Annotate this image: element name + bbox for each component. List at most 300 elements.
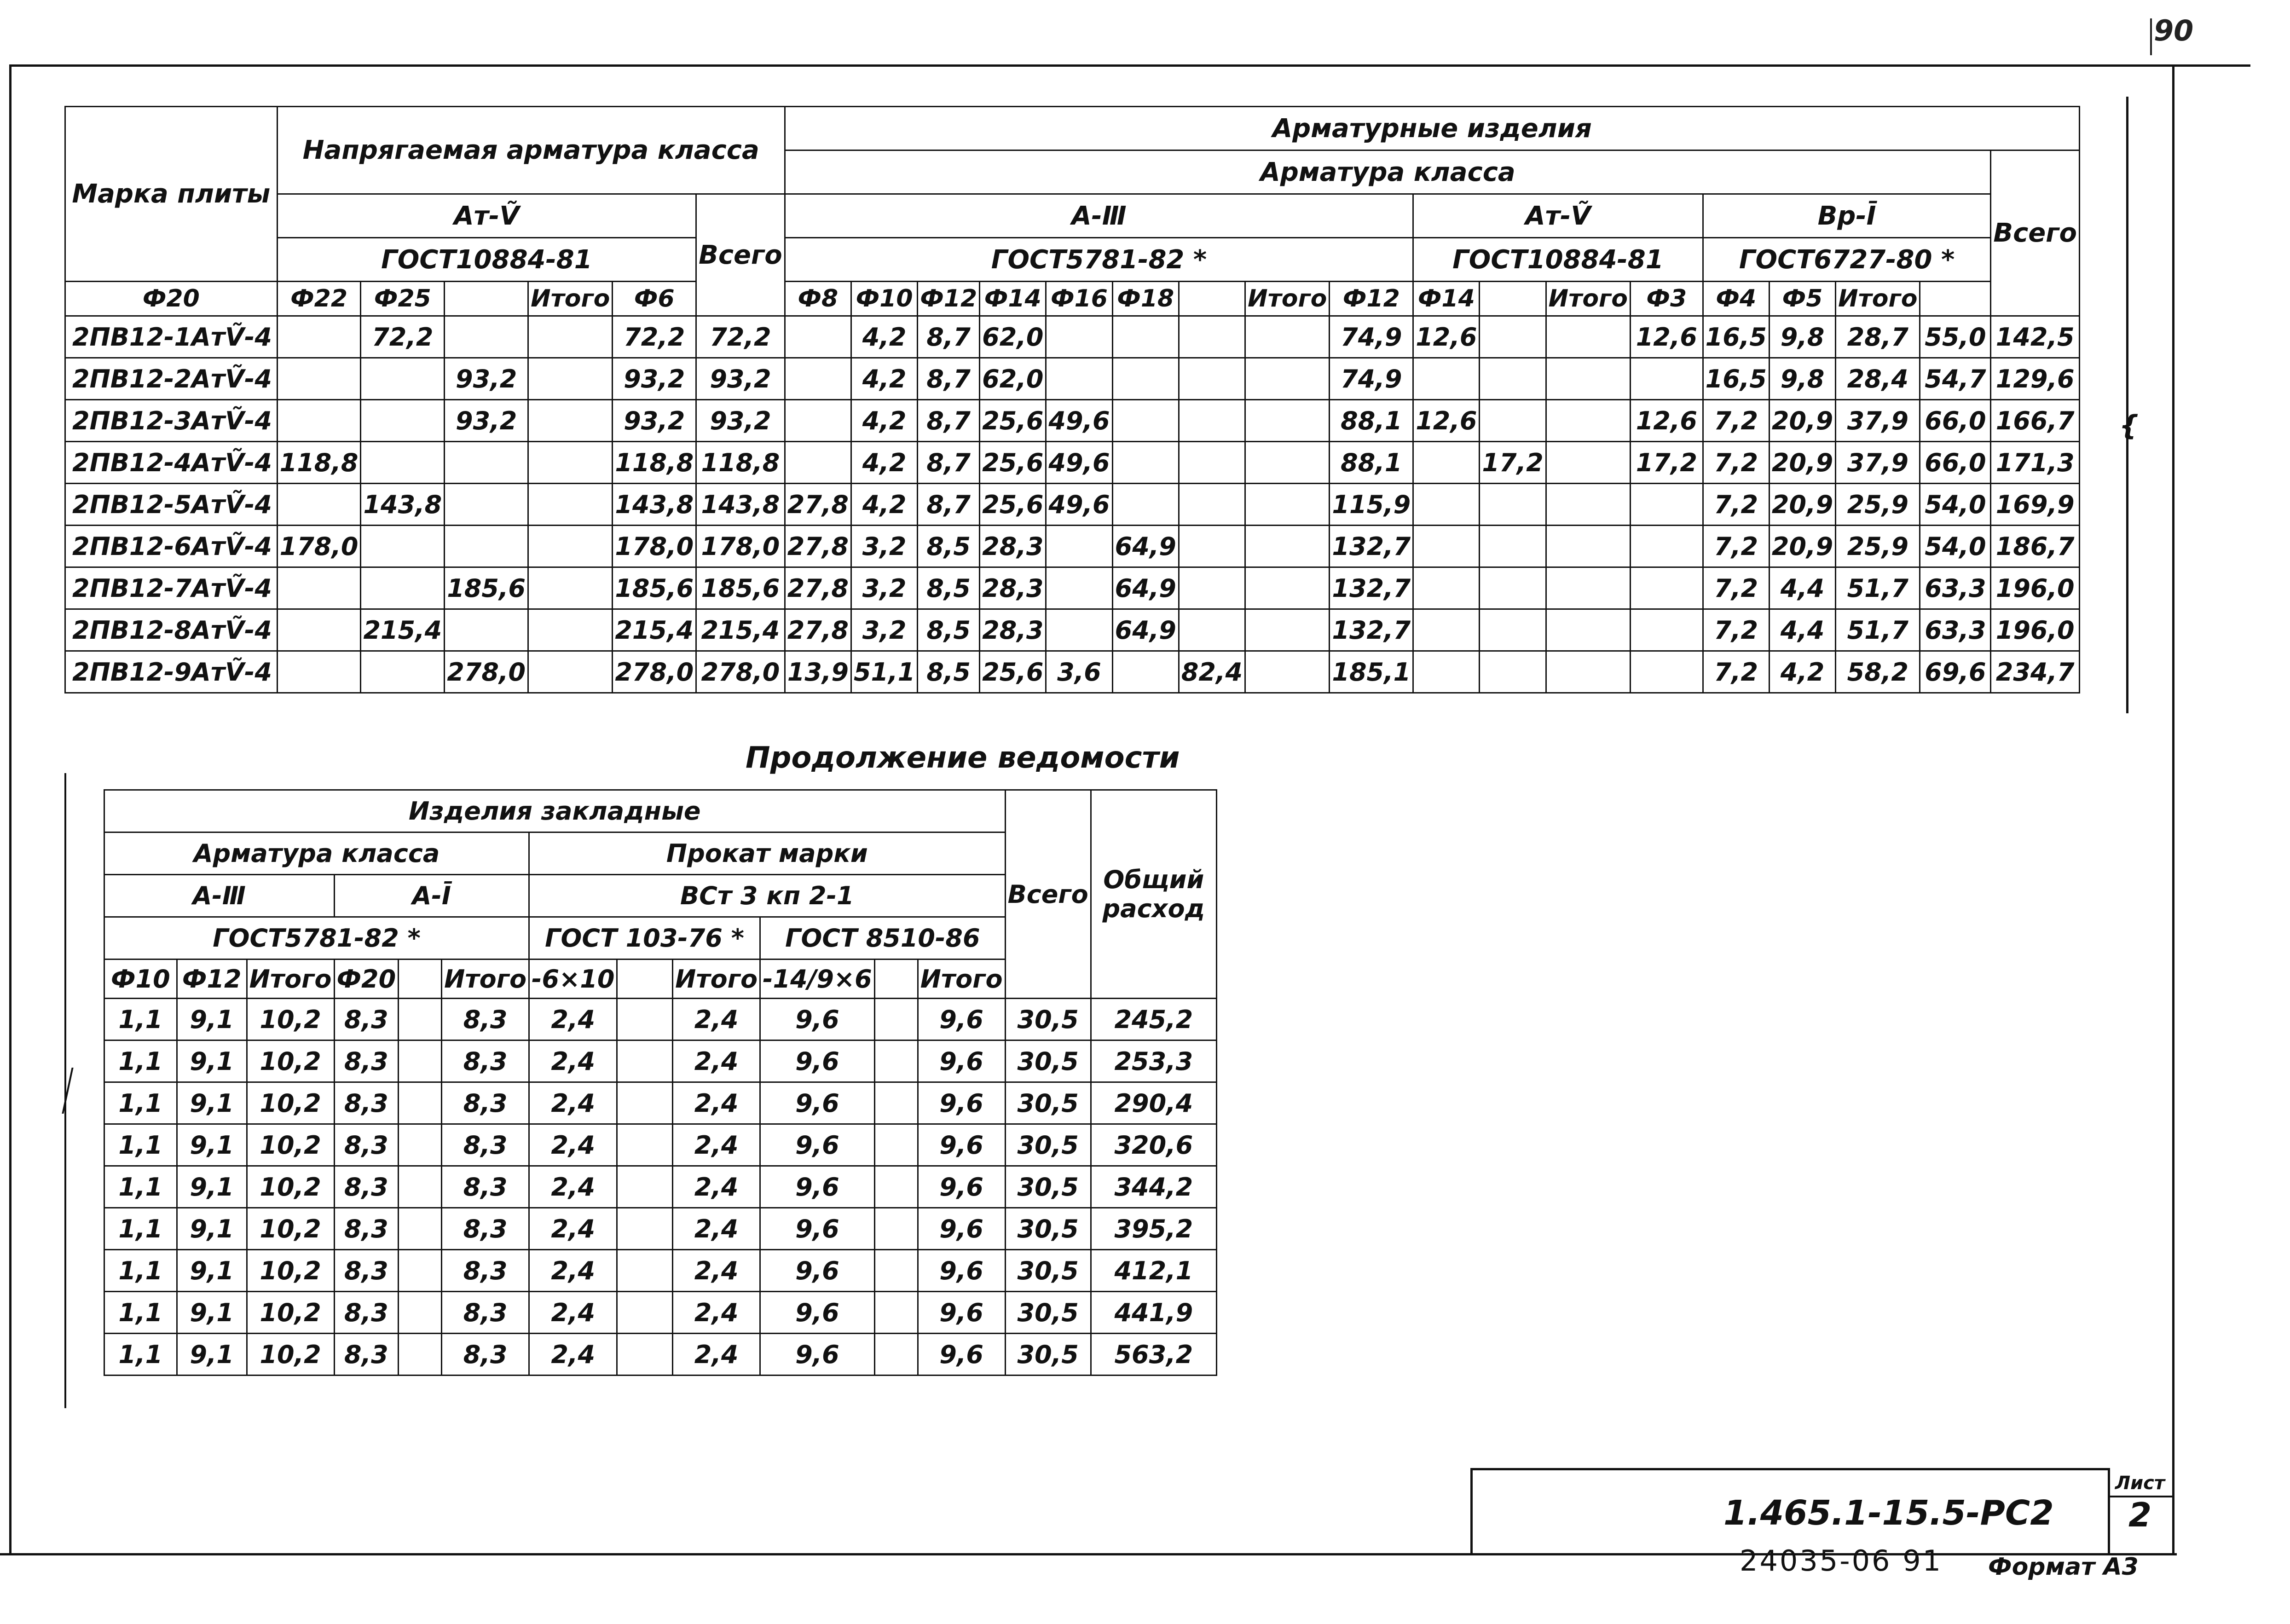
value-cell: 185,1	[1330, 651, 1413, 693]
value-cell: 9,1	[177, 1208, 247, 1250]
value-cell	[399, 999, 442, 1040]
table-row	[65, 609, 2080, 651]
value-cell	[528, 400, 613, 442]
header-rolled-grade: ВСт 3 кп 2-1	[529, 875, 1006, 917]
value-cell: 30,5	[1005, 1250, 1091, 1292]
sheet-label: Лист	[2115, 1473, 2165, 1494]
header-products: Арматурные изделия	[785, 107, 2079, 150]
value-cell	[1546, 484, 1630, 526]
value-cell: 9,6	[918, 1040, 1005, 1082]
value-cell	[277, 316, 361, 358]
value-cell: 1,1	[104, 1166, 177, 1208]
value-cell: 9,8	[1769, 316, 1835, 358]
value-cell	[1179, 400, 1245, 442]
value-cell: 3,2	[851, 609, 917, 651]
subcolumn-header-cell: Итого	[442, 959, 529, 999]
table-row	[104, 1124, 1217, 1166]
value-cell: 2,4	[529, 1124, 617, 1166]
value-cell: 25,6	[980, 484, 1046, 526]
table-row	[104, 1292, 1217, 1334]
value-cell	[361, 526, 445, 567]
value-cell: 72,2	[613, 316, 696, 358]
value-cell: 2,4	[529, 1250, 617, 1292]
subcolumn-header-cell	[617, 959, 673, 999]
value-cell: 10,2	[247, 1040, 334, 1082]
value-cell: 143,8	[361, 484, 445, 526]
value-cell	[277, 651, 361, 693]
value-cell	[785, 316, 851, 358]
value-cell	[1413, 442, 1480, 484]
value-cell	[399, 1124, 442, 1166]
value-cell	[1630, 358, 1703, 400]
value-cell	[277, 400, 361, 442]
value-cell	[617, 1082, 673, 1124]
subcolumn-header-cell: Ф12	[177, 959, 247, 999]
value-cell: 51,1	[851, 651, 917, 693]
value-cell: 8,3	[442, 1334, 529, 1375]
value-cell	[399, 1334, 442, 1375]
value-cell: 8,3	[442, 1082, 529, 1124]
value-cell	[1480, 358, 1546, 400]
header-bp1-gost: ГОСТ6727-80 *	[1703, 238, 1991, 282]
value-cell: 9,6	[760, 1208, 875, 1250]
value-cell	[1179, 567, 1245, 609]
value-cell: 51,7	[1836, 567, 1920, 609]
value-cell: 9,6	[760, 1292, 875, 1334]
header-a-gost: ГОСТ5781-82 *	[104, 917, 529, 959]
diameter-header-cell	[1179, 282, 1245, 316]
value-cell	[445, 442, 528, 484]
value-cell: 178,0	[613, 526, 696, 567]
value-cell	[361, 400, 445, 442]
value-cell: 74,9	[1330, 358, 1413, 400]
value-cell: 10,2	[247, 1250, 334, 1292]
value-cell: 8,3	[334, 1166, 399, 1208]
value-cell: 142,5	[1991, 316, 2080, 358]
subcolumn-header-cell: Итого	[673, 959, 760, 999]
value-cell: 2,4	[673, 1124, 760, 1166]
value-cell: 63,3	[1920, 609, 1991, 651]
value-cell: 186,7	[1991, 526, 2080, 567]
value-cell: 8,5	[918, 567, 980, 609]
value-cell: 88,1	[1330, 400, 1413, 442]
value-cell: 10,2	[247, 1292, 334, 1334]
value-cell: 74,9	[1330, 316, 1413, 358]
diameter-header-cell: Ф10	[851, 282, 917, 316]
diameter-header-cell	[445, 282, 528, 316]
value-cell: 8,3	[334, 1208, 399, 1250]
value-cell	[1112, 316, 1179, 358]
value-cell	[399, 1082, 442, 1124]
diameter-header-cell: Ф20	[65, 282, 278, 316]
value-cell: 143,8	[613, 484, 696, 526]
value-cell: 8,3	[334, 1334, 399, 1375]
value-cell	[1413, 358, 1480, 400]
slab-mark-cell: 2ПВ12-3AтṼ-4	[65, 400, 278, 442]
value-cell: 64,9	[1112, 526, 1179, 567]
value-cell	[445, 526, 528, 567]
value-cell	[277, 484, 361, 526]
value-cell: 8,3	[334, 1124, 399, 1166]
value-cell	[1046, 358, 1112, 400]
value-cell: 171,3	[1991, 442, 2080, 484]
value-cell: 2,4	[673, 1292, 760, 1334]
value-cell: 8,3	[442, 1166, 529, 1208]
value-cell: 234,7	[1991, 651, 2080, 693]
value-cell	[361, 358, 445, 400]
value-cell: 16,5	[1703, 316, 1769, 358]
diameter-header-cell	[1480, 282, 1546, 316]
value-cell	[1630, 651, 1703, 693]
header-a3-class: A-Ⅲ	[785, 194, 1413, 238]
subcolumn-header-cell: -6×10	[529, 959, 617, 999]
value-cell: 30,5	[1005, 1166, 1091, 1208]
header-a3-gost: ГОСТ5781-82 *	[785, 238, 1413, 282]
value-cell: 1,1	[104, 1082, 177, 1124]
subcolumn-header-cell: Итого	[247, 959, 334, 999]
value-cell: 10,2	[247, 999, 334, 1040]
value-cell: 278,0	[613, 651, 696, 693]
value-cell	[277, 567, 361, 609]
value-cell: 8,3	[334, 1040, 399, 1082]
value-cell: 66,0	[1920, 442, 1991, 484]
table-row	[65, 316, 2080, 358]
diameter-header-cell: Ф6	[613, 282, 696, 316]
header-at5-class: Aт-Ṽ	[1413, 194, 1703, 238]
value-cell: 2,4	[529, 1334, 617, 1375]
subcolumn-header-cell: -14/9×6	[760, 959, 875, 999]
value-cell: 8,3	[334, 1292, 399, 1334]
value-cell: 93,2	[613, 358, 696, 400]
value-cell: 1,1	[104, 999, 177, 1040]
subcolumn-header-cell	[874, 959, 918, 999]
value-cell	[528, 442, 613, 484]
value-cell: 395,2	[1091, 1208, 1216, 1250]
table-row	[104, 1082, 1217, 1124]
value-cell	[1413, 567, 1480, 609]
value-cell: 93,2	[445, 358, 528, 400]
value-cell: 12,6	[1630, 316, 1703, 358]
value-cell	[1179, 484, 1245, 526]
value-cell	[1546, 526, 1630, 567]
value-cell	[874, 999, 918, 1040]
value-cell	[277, 358, 361, 400]
value-cell: 215,4	[361, 609, 445, 651]
value-cell: 28,3	[980, 526, 1046, 567]
title-block	[1470, 1468, 2174, 1555]
value-cell	[1630, 484, 1703, 526]
diameter-header-cell: Ф12	[918, 282, 980, 316]
value-cell	[361, 651, 445, 693]
value-cell: 9,1	[177, 1292, 247, 1334]
header-total: Всего	[1991, 150, 2080, 316]
value-cell: 8,5	[918, 609, 980, 651]
value-cell: 25,9	[1836, 484, 1920, 526]
value-cell: 3,2	[851, 526, 917, 567]
value-cell	[1630, 567, 1703, 609]
value-cell	[1245, 316, 1330, 358]
value-cell: 88,1	[1330, 442, 1413, 484]
value-cell	[1413, 609, 1480, 651]
value-cell: 20,9	[1769, 484, 1835, 526]
value-cell: 185,6	[613, 567, 696, 609]
value-cell: 58,2	[1836, 651, 1920, 693]
value-cell: 166,7	[1991, 400, 2080, 442]
value-cell: 1,1	[104, 1124, 177, 1166]
value-cell: 27,8	[785, 609, 851, 651]
value-cell: 37,9	[1836, 400, 1920, 442]
value-cell: 118,8	[696, 442, 785, 484]
value-cell: 9,1	[177, 1082, 247, 1124]
value-cell: 7,2	[1703, 609, 1769, 651]
value-cell: 2,4	[529, 1082, 617, 1124]
reinforcement-table	[64, 106, 2080, 694]
value-cell: 30,5	[1005, 1208, 1091, 1250]
table-right-rule	[2126, 97, 2128, 713]
value-cell: 62,0	[980, 358, 1046, 400]
value-cell: 169,9	[1991, 484, 2080, 526]
value-cell: 115,9	[1330, 484, 1413, 526]
value-cell: 9,6	[918, 1208, 1005, 1250]
value-cell: 28,3	[980, 609, 1046, 651]
value-cell: 9,1	[177, 1250, 247, 1292]
value-cell: 8,3	[442, 1208, 529, 1250]
value-cell: 8,7	[918, 316, 980, 358]
value-cell: 8,3	[442, 999, 529, 1040]
value-cell: 9,6	[760, 1040, 875, 1082]
value-cell	[528, 609, 613, 651]
continuation-title: Продолжение ведомости	[746, 741, 1180, 775]
diameter-header-cell: Итого	[1546, 282, 1630, 316]
value-cell: 132,7	[1330, 567, 1413, 609]
value-cell	[785, 442, 851, 484]
header-a1: A-Ī	[334, 875, 529, 917]
value-cell	[1480, 316, 1546, 358]
value-cell: 27,8	[785, 484, 851, 526]
diameter-header-cell: Ф14	[980, 282, 1046, 316]
value-cell	[1179, 526, 1245, 567]
value-cell: 7,2	[1703, 526, 1769, 567]
diameter-header-cell: Ф5	[1769, 282, 1835, 316]
value-cell	[1546, 316, 1630, 358]
table-row	[65, 651, 2080, 693]
value-cell: 9,6	[918, 1166, 1005, 1208]
slab-mark-cell: 2ПВ12-6AтṼ-4	[65, 526, 278, 567]
value-cell: 4,2	[851, 400, 917, 442]
value-cell: 9,6	[760, 1124, 875, 1166]
value-cell: 4,2	[1769, 651, 1835, 693]
value-cell	[1630, 526, 1703, 567]
value-cell: 17,2	[1630, 442, 1703, 484]
value-cell: 7,2	[1703, 567, 1769, 609]
header-bp1-class: Вр-Ī	[1703, 194, 1991, 238]
value-cell: 20,9	[1769, 442, 1835, 484]
value-cell	[1245, 567, 1330, 609]
value-cell: 9,6	[760, 1082, 875, 1124]
subcolumn-header-cell: Итого	[918, 959, 1005, 999]
table-row	[104, 1040, 1217, 1082]
frame-border-right	[2172, 64, 2174, 1555]
value-cell: 30,5	[1005, 999, 1091, 1040]
value-cell	[399, 1166, 442, 1208]
value-cell: 4,2	[851, 442, 917, 484]
value-cell	[617, 1040, 673, 1082]
diameter-header-cell: Ф22	[277, 282, 361, 316]
value-cell: 54,7	[1920, 358, 1991, 400]
value-cell: 118,8	[277, 442, 361, 484]
value-cell: 20,9	[1769, 400, 1835, 442]
value-cell	[1546, 358, 1630, 400]
value-cell: 9,6	[918, 1292, 1005, 1334]
value-cell: 4,2	[851, 316, 917, 358]
value-cell: 9,6	[760, 1334, 875, 1375]
value-cell	[874, 1166, 918, 1208]
header-class: Арматура класса	[104, 832, 529, 875]
value-cell: 9,1	[177, 1124, 247, 1166]
value-cell: 320,6	[1091, 1124, 1216, 1166]
header-prestressed: Напрягаемая арматура класса	[277, 107, 785, 194]
table2-left-rule	[64, 773, 66, 1408]
value-cell: 9,6	[760, 1166, 875, 1208]
value-cell: 178,0	[277, 526, 361, 567]
value-cell: 66,0	[1920, 400, 1991, 442]
value-cell: 2,4	[673, 999, 760, 1040]
value-cell: 2,4	[529, 1166, 617, 1208]
value-cell: 278,0	[696, 651, 785, 693]
value-cell	[785, 400, 851, 442]
value-cell: 278,0	[445, 651, 528, 693]
value-cell: 2,4	[673, 1166, 760, 1208]
diameter-header-cell: Ф8	[785, 282, 851, 316]
value-cell	[277, 609, 361, 651]
header-at5-gost: ГОСТ10884-81	[1413, 238, 1703, 282]
value-cell	[399, 1040, 442, 1082]
value-cell	[1112, 442, 1179, 484]
embedded-items-table	[104, 789, 1217, 1376]
value-cell: 30,5	[1005, 1334, 1091, 1375]
value-cell: 12,6	[1630, 400, 1703, 442]
value-cell: 185,6	[696, 567, 785, 609]
sheet-cell-rule	[2108, 1468, 2110, 1551]
value-cell: 2,4	[529, 999, 617, 1040]
value-cell: 30,5	[1005, 1124, 1091, 1166]
value-cell	[528, 526, 613, 567]
value-cell: 344,2	[1091, 1166, 1216, 1208]
value-cell: 8,3	[442, 1292, 529, 1334]
value-cell	[1546, 442, 1630, 484]
diameter-header-cell: Итого	[1836, 282, 1920, 316]
diameter-header-cell: Ф3	[1630, 282, 1703, 316]
value-cell: 4,2	[851, 484, 917, 526]
header-overall: Общий расход	[1091, 790, 1216, 999]
value-cell: 4,2	[851, 358, 917, 400]
value-cell: 132,7	[1330, 526, 1413, 567]
value-cell	[1179, 358, 1245, 400]
value-cell: 9,1	[177, 999, 247, 1040]
value-cell: 441,9	[1091, 1292, 1216, 1334]
value-cell: 72,2	[696, 316, 785, 358]
value-cell	[361, 567, 445, 609]
value-cell	[617, 1250, 673, 1292]
value-cell: 9,6	[918, 1334, 1005, 1375]
subcolumn-header-cell: Ф20	[334, 959, 399, 999]
value-cell: 54,0	[1920, 526, 1991, 567]
value-cell: 2,4	[529, 1208, 617, 1250]
value-cell	[874, 1040, 918, 1082]
diameter-header-cell: Ф16	[1046, 282, 1112, 316]
value-cell	[445, 484, 528, 526]
value-cell	[1480, 567, 1546, 609]
value-cell: 8,3	[334, 999, 399, 1040]
value-cell	[1546, 651, 1630, 693]
value-cell: 28,3	[980, 567, 1046, 609]
value-cell: 9,1	[177, 1040, 247, 1082]
value-cell: 20,9	[1769, 526, 1835, 567]
value-cell: 290,4	[1091, 1082, 1216, 1124]
value-cell: 30,5	[1005, 1292, 1091, 1334]
inventory-number: 24035-06 91	[1740, 1544, 1943, 1578]
value-cell	[1112, 358, 1179, 400]
value-cell: 2,4	[673, 1334, 760, 1375]
value-cell	[1480, 484, 1546, 526]
header-gost-103: ГОСТ 103-76 *	[529, 917, 760, 959]
value-cell	[617, 1166, 673, 1208]
diameter-header-cell: Ф4	[1703, 282, 1769, 316]
value-cell: 69,6	[1920, 651, 1991, 693]
value-cell: 2,4	[673, 1040, 760, 1082]
table-row	[104, 1208, 1217, 1250]
value-cell	[1046, 316, 1112, 358]
value-cell: 10,2	[247, 1082, 334, 1124]
value-cell: 9,6	[760, 999, 875, 1040]
value-cell	[1546, 400, 1630, 442]
margin-mark: {	[2119, 410, 2139, 442]
value-cell: 49,6	[1046, 400, 1112, 442]
value-cell: 4,4	[1769, 609, 1835, 651]
table-row	[65, 567, 2080, 609]
value-cell: 8,7	[918, 442, 980, 484]
value-cell	[1245, 442, 1330, 484]
value-cell: 2,4	[673, 1250, 760, 1292]
header-mark: Марка плиты	[65, 107, 278, 282]
value-cell: 10,2	[247, 1166, 334, 1208]
header-prestressed-gost: ГОСТ10884-81	[277, 238, 696, 282]
value-cell: 12,6	[1413, 316, 1480, 358]
value-cell	[617, 1334, 673, 1375]
value-cell: 196,0	[1991, 567, 2080, 609]
diameter-header-cell: Ф14	[1413, 282, 1480, 316]
value-cell	[1046, 526, 1112, 567]
value-cell	[528, 567, 613, 609]
value-cell	[528, 484, 613, 526]
table-row	[104, 1250, 1217, 1292]
value-cell: 51,7	[1836, 609, 1920, 651]
value-cell	[874, 1292, 918, 1334]
table-row	[65, 526, 2080, 567]
value-cell: 10,2	[247, 1334, 334, 1375]
value-cell: 8,7	[918, 400, 980, 442]
value-cell: 196,0	[1991, 609, 2080, 651]
value-cell: 9,1	[177, 1166, 247, 1208]
value-cell	[1245, 526, 1330, 567]
value-cell: 9,6	[918, 999, 1005, 1040]
value-cell: 143,8	[696, 484, 785, 526]
value-cell: 1,1	[104, 1292, 177, 1334]
table-row	[65, 484, 2080, 526]
value-cell: 1,1	[104, 1334, 177, 1375]
value-cell: 9,8	[1769, 358, 1835, 400]
value-cell: 27,8	[785, 526, 851, 567]
